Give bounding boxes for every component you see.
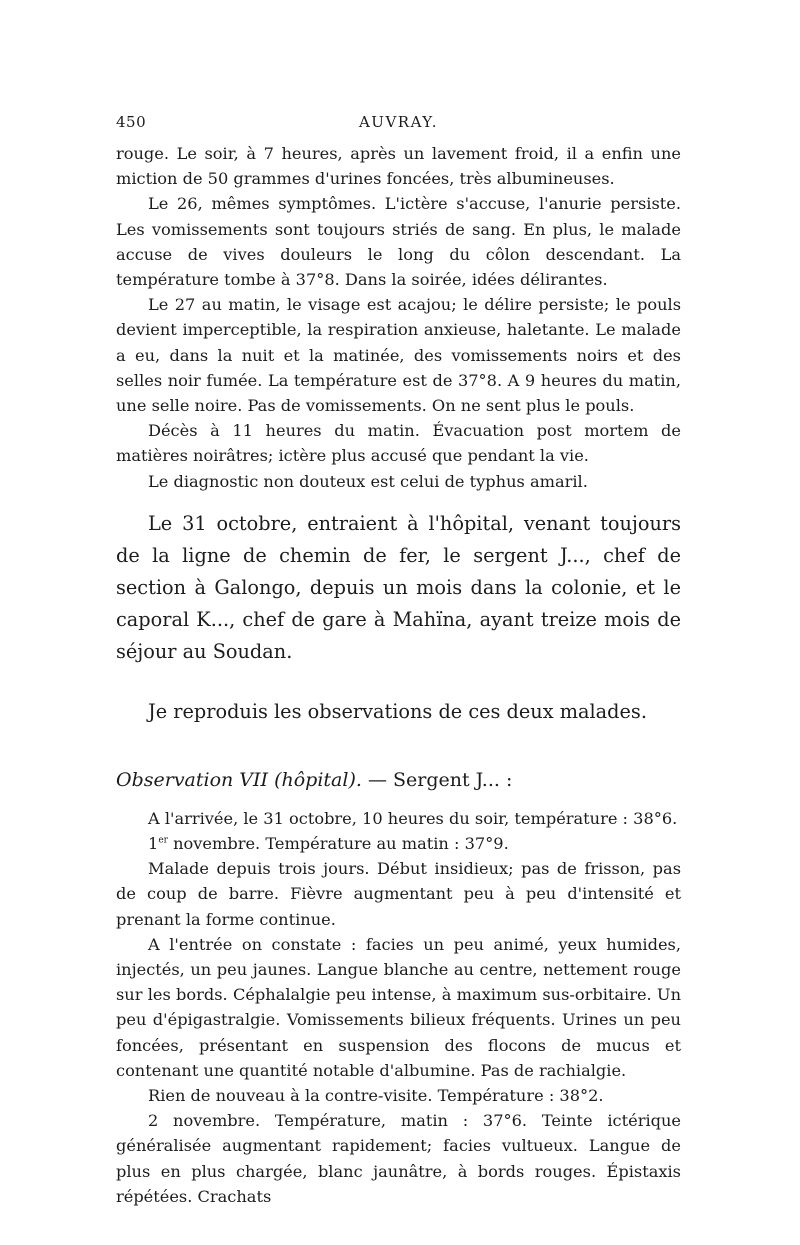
paragraph: Le 27 au matin, le visage est acajou; le délire persiste; le pouls devient imperceptible, la respiration anxieuse, haletante. Le malade a eu, dans la nuit et la matinée, des vomissements noirs et des selles noir fumée. La température est de 37°8. A 9 heures du matin, une selle noire. Pas de vomissements. On ne sent plus le pouls. — [116, 295, 681, 416]
page-header — [116, 113, 681, 141]
observation-heading — [116, 764, 681, 796]
observation-heading-italic: Observation VII (hôpital). — [116, 768, 362, 791]
case-continuation — [116, 141, 681, 494]
paragraph: Malade depuis trois jours. Début insidieux; pas de frisson, pas de coup de barre. Fièvre augmentant peu à peu d'intensité et prenant la forme continue. — [116, 859, 681, 929]
paragraph: Le diagnostic non douteux est celui de typhus amaril. — [148, 471, 588, 491]
paragraph-text: novembre. Température au matin : 37°9. — [173, 834, 509, 854]
ordinal-number: 1 — [148, 834, 159, 854]
paragraph: Le 31 octobre, entraient à l'hôpital, venant toujours de la ligne de chemin de fer, le sergent J..., chef de section à Galongo, depuis un mois dans la colonie, et le caporal K..., chef de gare à Mahïna, ayant treize mois de séjour au Soudan. — [116, 511, 681, 663]
observation-body — [116, 806, 681, 1209]
ordinal-suffix: er — [158, 835, 168, 846]
running-title: AUVRAY. — [358, 113, 439, 131]
paragraph: Décès à 11 heures du matin. Évacuation post mortem de matières noirâtres; ictère plus accusé que pendant la vie. — [116, 421, 681, 466]
paragraph: Rien de nouveau à la contre-visite. Température : 38°2. — [148, 1086, 604, 1106]
paragraph — [116, 831, 681, 856]
page-number: 450 — [116, 113, 147, 131]
narrative-section — [116, 508, 681, 728]
observation-heading-rest: — Sergent J... : — [361, 768, 513, 791]
paragraph: A l'entrée on constate : facies un peu animé, yeux humides, injectés, un peu jaunes. Langue blanche au centre, nettement rouge sur les bords. Céphalalgie peu intense, à maximum sus-orbitaire. Un peu d'épigastralgie. Vomissements bilieux fréquents. Urines un peu foncées, présentant en suspension des flocons de mucus et contenant une quantité notable d'albumine. Pas de rachialgie. — [116, 934, 681, 1080]
paragraph: Le 26, mêmes symptômes. L'ictère s'accuse, l'anurie persiste. Les vomissements sont toujours striés de sang. En plus, le malade accuse de vives douleurs le long du côlon descendant. La température tombe à 37°8. Dans la soirée, idées délirantes. — [116, 194, 681, 290]
paragraph: rouge. Le soir, à 7 heures, après un lavement froid, il a enfin une miction de 50 grammes d'urines foncées, très albumineuses. — [116, 144, 681, 189]
paragraph: 2 novembre. Température, matin : 37°6. Teinte ictérique généralisée augmentant rapidement; facies vultueux. Langue de plus en plus chargée, blanc jaunâtre, à bords rouges. Épistaxis répétées. Crachats — [116, 1111, 681, 1206]
paragraph: Je reproduis les observations de ces deux malades. — [148, 699, 647, 723]
book-page — [116, 113, 681, 1209]
paragraph: A l'arrivée, le 31 octobre, 10 heures du soir, température : 38°6. — [148, 808, 678, 828]
